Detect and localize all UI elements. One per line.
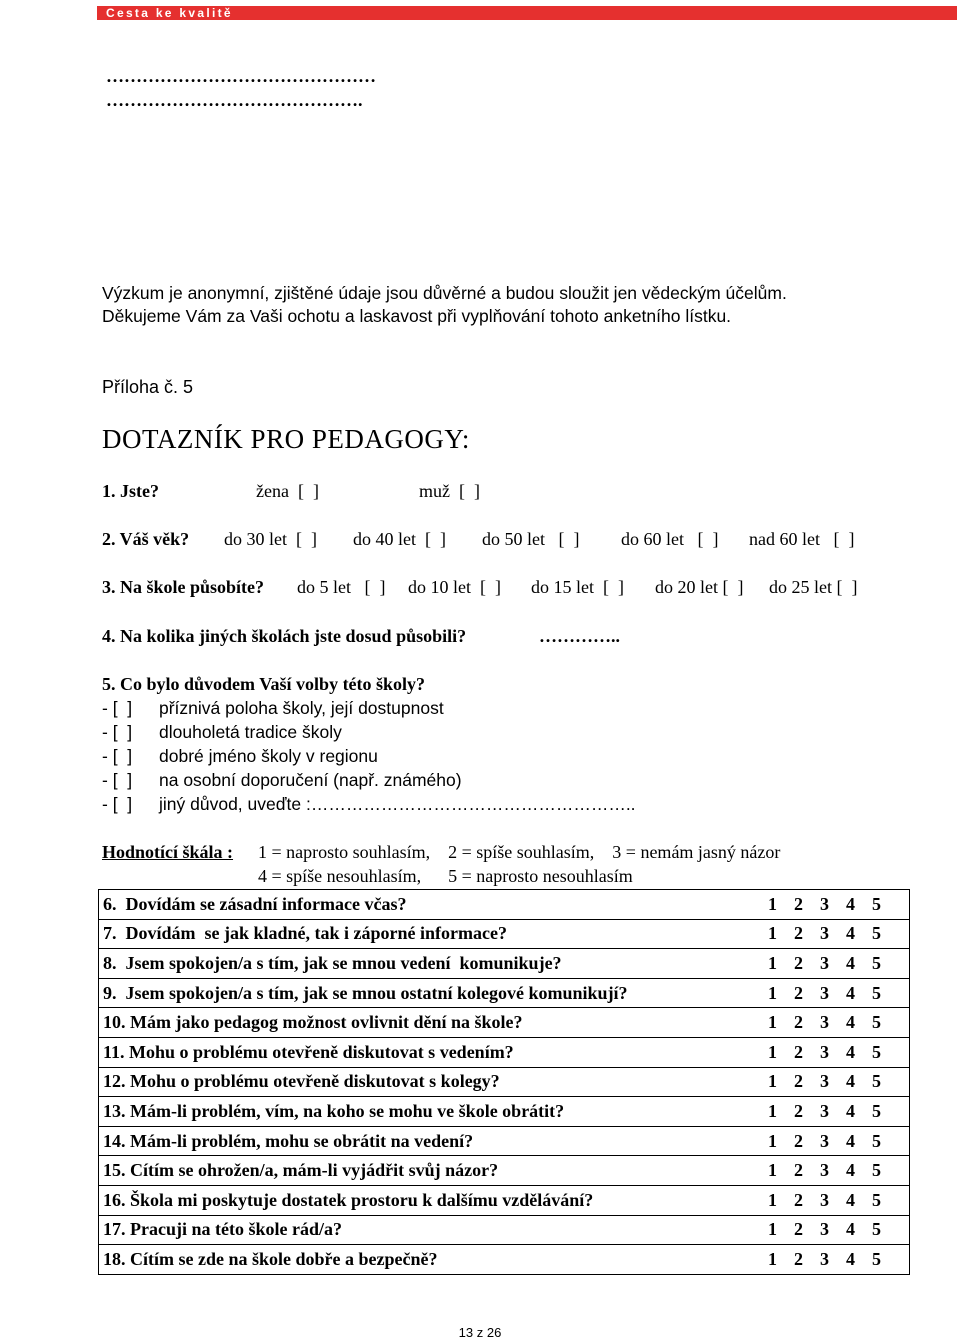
q5-label: 5. Co bylo důvodem Vaší volby této školy?	[102, 674, 426, 694]
page-number: 13 z 26	[458, 1325, 502, 1340]
likert-row	[99, 919, 910, 949]
likert-question: 16. Škola mi poskytuje dostatek prostoru k dalšímu vzdělávání?	[103, 1189, 594, 1210]
likert-row	[99, 1067, 910, 1097]
likert-question: 15. Cítím se ohrožen/a, mám-li vyjádřit svůj názor?	[103, 1160, 499, 1181]
appendix-label: Příloha č. 5	[102, 377, 194, 397]
likert-row	[99, 1185, 910, 1215]
likert-scale[interactable]: 1 2 3 4 5	[768, 982, 881, 1003]
scale-line-2: 4 = spíše nesouhlasím, 5 = naprosto nesouhlasím	[258, 866, 633, 886]
q3-option-20[interactable]: do 20 let [ ]	[655, 577, 744, 597]
likert-scale[interactable]: 1 2 3 4 5	[768, 952, 881, 973]
page-title: DOTAZNÍK PRO PEDAGOGY:	[102, 424, 470, 454]
likert-row	[99, 890, 910, 920]
q1-option-male[interactable]: muž [ ]	[419, 481, 480, 501]
q2-option-60[interactable]: do 60 let [ ]	[621, 529, 719, 549]
likert-scale[interactable]: 1 2 3 4 5	[768, 1100, 881, 1121]
q2-option-30[interactable]: do 30 let [ ]	[224, 529, 317, 549]
likert-question: 12. Mohu o problému otevřeně diskutovat s kolegy?	[103, 1071, 500, 1092]
likert-question: 11. Mohu o problému otevřeně diskutovat s vedením?	[103, 1041, 514, 1062]
q2-option-over-60[interactable]: nad 60 let [ ]	[749, 529, 855, 549]
q2-option-40[interactable]: do 40 let [ ]	[353, 529, 446, 549]
likert-scale[interactable]: 1 2 3 4 5	[768, 1189, 881, 1210]
q4-label: 4. Na kolika jiných školách jste dosud působili?	[102, 626, 467, 646]
q5-option-checkbox[interactable]: - [ ]	[102, 794, 133, 814]
likert-question: 13. Mám-li problém, vím, na koho se mohu ve škole obrátit?	[103, 1100, 565, 1121]
likert-row	[99, 978, 910, 1008]
dotted-line-2: …………………………………….	[106, 90, 363, 110]
likert-scale[interactable]: 1 2 3 4 5	[768, 893, 881, 914]
likert-scale[interactable]: 1 2 3 4 5	[768, 1130, 881, 1151]
scale-line-1: 1 = naprosto souhlasím, 2 = spíše souhlasím, 3 = nemám jasný názor	[258, 842, 781, 862]
q5-option-checkbox[interactable]: - [ ]	[102, 722, 133, 742]
q4-answer-dots[interactable]: …………..	[539, 626, 620, 646]
header-title: Cesta ke kvalitě	[106, 6, 233, 20]
dotted-line-1: ………………………………………	[106, 66, 376, 86]
likert-question: 7. Dovídám se jak kladné, tak i záporné informace?	[103, 923, 507, 944]
likert-question: 8. Jsem spokojen/a s tím, jak se mnou vedení komunikuje?	[103, 952, 562, 973]
q3-option-15[interactable]: do 15 let [ ]	[531, 577, 624, 597]
intro-line-2: Děkujeme Vám za Vaši ochotu a laskavost při vyplňování tohoto anketního lístku.	[102, 306, 732, 326]
likert-row	[99, 1215, 910, 1245]
scale-label: Hodnotící škála :	[102, 842, 234, 862]
likert-scale[interactable]: 1 2 3 4 5	[768, 1219, 881, 1240]
likert-question: 17. Pracuji na této škole rád/a?	[103, 1219, 342, 1240]
likert-row	[99, 1156, 910, 1186]
likert-row	[99, 949, 910, 979]
q5-option-text: na osobní doporučení (např. známého)	[159, 770, 462, 790]
likert-scale[interactable]: 1 2 3 4 5	[768, 1012, 881, 1033]
q5-option-text: příznivá poloha školy, její dostupnost	[159, 698, 444, 718]
q1-option-female[interactable]: žena [ ]	[256, 481, 319, 501]
likert-question: 9. Jsem spokojen/a s tím, jak se mnou ostatní kolegové komunikují?	[103, 982, 628, 1003]
likert-question: 10. Mám jako pedagog možnost ovlivnit dění na škole?	[103, 1012, 523, 1033]
q5-option-checkbox[interactable]: - [ ]	[102, 698, 133, 718]
likert-row	[99, 1245, 910, 1275]
likert-question: 18. Cítím se zde na škole dobře a bezpečně?	[103, 1248, 438, 1269]
likert-scale[interactable]: 1 2 3 4 5	[768, 1041, 881, 1062]
likert-question: 6. Dovídám se zásadní informace včas?	[103, 893, 407, 914]
intro-line-1: Výzkum je anonymní, zjištěné údaje jsou důvěrné a budou sloužit jen vědeckým účelům.	[102, 283, 787, 303]
q5-option-text: dlouholetá tradice školy	[159, 722, 342, 742]
likert-scale[interactable]: 1 2 3 4 5	[768, 1248, 881, 1269]
q3-option-5[interactable]: do 5 let [ ]	[297, 577, 386, 597]
likert-row	[99, 1097, 910, 1127]
q1-label: 1. Jste?	[102, 481, 159, 501]
q5-option-checkbox[interactable]: - [ ]	[102, 770, 133, 790]
likert-scale[interactable]: 1 2 3 4 5	[768, 1160, 881, 1181]
likert-table	[98, 889, 910, 1275]
q2-option-50[interactable]: do 50 let [ ]	[482, 529, 580, 549]
likert-question: 14. Mám-li problém, mohu se obrátit na vedení?	[103, 1130, 474, 1151]
likert-scale[interactable]: 1 2 3 4 5	[768, 1071, 881, 1092]
q2-label: 2. Váš věk?	[102, 529, 190, 549]
q5-option-checkbox[interactable]: - [ ]	[102, 746, 133, 766]
likert-row	[99, 1037, 910, 1067]
likert-row	[99, 1126, 910, 1156]
likert-row	[99, 1008, 910, 1038]
likert-scale[interactable]: 1 2 3 4 5	[768, 923, 881, 944]
q5-option-other-text[interactable]: jiný důvod, uveďte :………………………………………………..	[159, 794, 636, 814]
q3-option-10[interactable]: do 10 let [ ]	[408, 577, 501, 597]
q3-option-25[interactable]: do 25 let [ ]	[769, 577, 858, 597]
q3-label: 3. Na škole působíte?	[102, 577, 265, 597]
q5-option-text: dobré jméno školy v regionu	[159, 746, 378, 766]
